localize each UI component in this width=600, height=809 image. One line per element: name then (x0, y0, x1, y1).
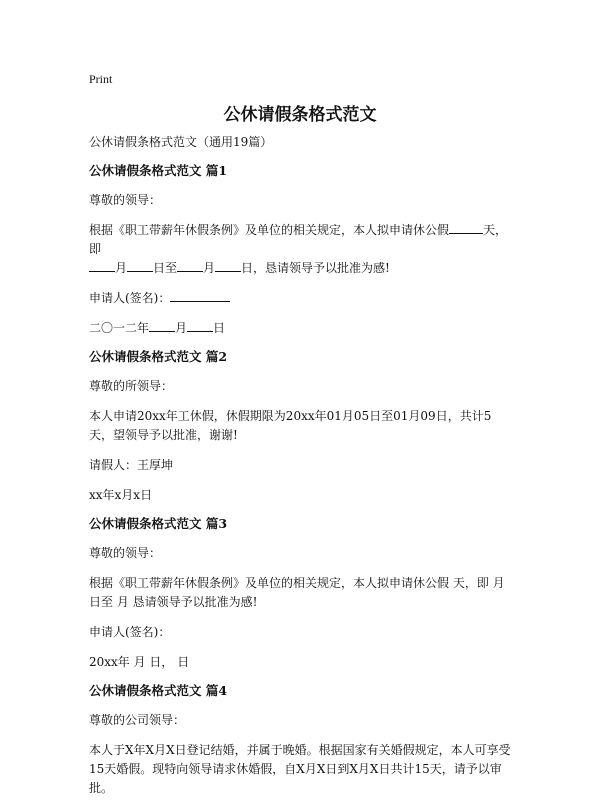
applicant-line: 申请人(签名)： (89, 625, 171, 639)
applicant-line (89, 289, 513, 308)
date-text: 月 (175, 321, 188, 335)
salutation: 尊敬的所领导： (89, 379, 174, 393)
blank-line (215, 259, 241, 272)
applicant-line: 请假人：王厚坤 (89, 458, 174, 472)
blank-line (187, 319, 213, 332)
section-body (89, 221, 513, 278)
body-text: 根据《职工带薪年休假条例》及单位的相关规定，本人拟申请休公假 (89, 223, 450, 237)
document-body (89, 133, 513, 809)
date-line: xx年x月x日 (89, 488, 153, 502)
blank-line (449, 221, 483, 234)
document-subtitle: 公休请假条格式范文（通用19篇） (89, 135, 273, 149)
page-title: 公休请假条格式范文 (223, 105, 377, 125)
date-line: 20xx年 月 日， 日 (89, 655, 190, 669)
body-text: 月 (203, 261, 216, 275)
signature-blank (170, 289, 230, 302)
salutation: 尊敬的领导： (89, 193, 162, 207)
applicant-label: 申请人(签名)： (89, 291, 171, 305)
section-body: 根据《职工带薪年休假条例》及单位的相关规定，本人拟申请休公假 天，即 月 日至 月 恳请领导予以批准为感! (89, 576, 505, 609)
blank-line (127, 259, 153, 272)
date-text: 二〇一二年 (89, 321, 150, 335)
body-text: 日至 (153, 261, 178, 275)
section-heading: 公休请假条格式范文 篇3 (89, 516, 228, 531)
section-heading: 公休请假条格式范文 篇2 (89, 349, 228, 364)
section-heading: 公休请假条格式范文 篇4 (89, 683, 228, 698)
section-heading: 公休请假条格式范文 篇1 (89, 163, 228, 178)
section-body: 本人于X年X月X日登记结婚，并属于晚婚。根据国家有关婚假规定，本人可享受15天婚假。现特向领导请求休婚假，自X月X日到X月X日共计15天，请予以审批。 (89, 743, 511, 795)
print-label[interactable]: Print (89, 72, 113, 86)
section-body: 本人申请20xx年工休假，休假期限为20xx年01月05日至01月09日，共计5天，望领导予以批准，谢谢! (89, 409, 492, 442)
blank-line (177, 259, 203, 272)
body-text: 天，即 (89, 223, 508, 256)
salutation: 尊敬的公司领导： (89, 713, 186, 727)
body-text: 月 (115, 261, 128, 275)
body-text: 日，恳请领导予以批准为感! (241, 261, 390, 275)
date-text: 日 (213, 321, 226, 335)
salutation: 尊敬的领导： (89, 546, 162, 560)
blank-line (89, 259, 115, 272)
date-line (89, 319, 513, 338)
blank-line (149, 319, 175, 332)
